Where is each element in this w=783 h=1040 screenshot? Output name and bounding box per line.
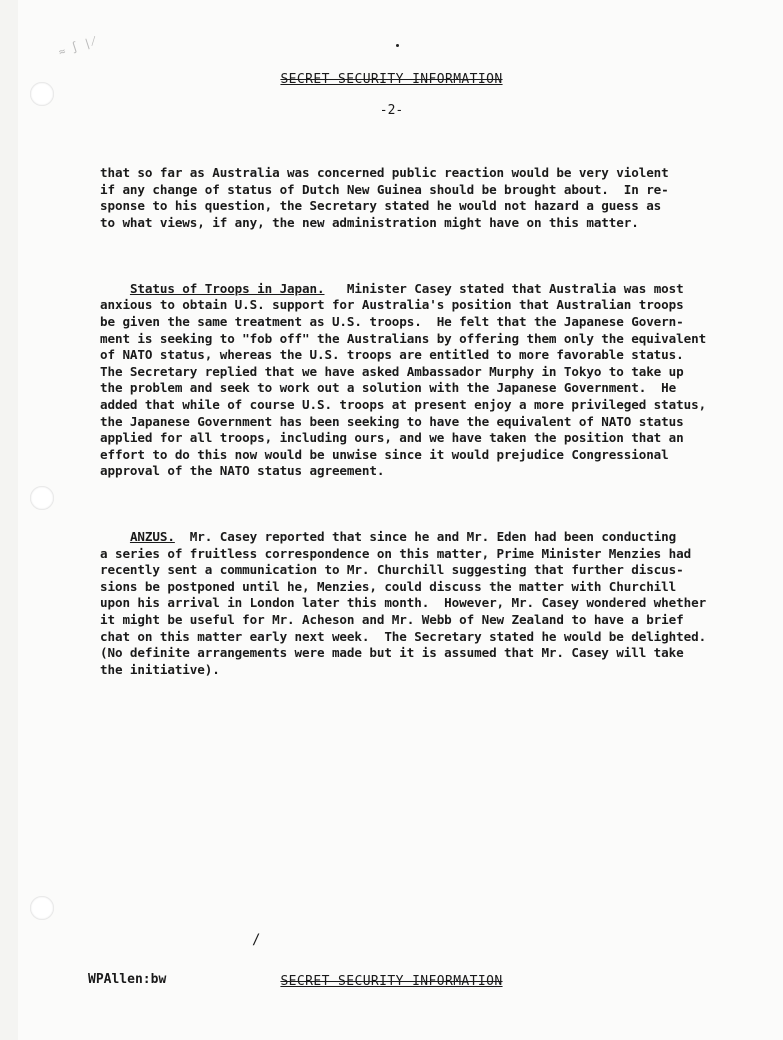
footer-classification: SECRET SECURITY INFORMATION bbox=[280, 974, 503, 989]
punch-hole bbox=[30, 896, 54, 920]
typist-initials: WPAllen:bw bbox=[88, 972, 167, 987]
page-number: -2- bbox=[379, 103, 404, 118]
memo-body bbox=[100, 132, 740, 711]
punch-hole bbox=[30, 486, 54, 510]
pen-mark: / bbox=[252, 932, 261, 948]
pencil-mark: ≈ ∫ ∤ bbox=[56, 34, 99, 59]
section-heading: Status of Troops in Japan. bbox=[129, 280, 325, 296]
paragraph-anzus: ANZUS. Mr. Casey reported that since he and Mr. Eden had been conducting a series of fruitless correspondence on this matter, Prime Minister Menzies had recently sent a communication to Mr. Churchill suggesting that further discus- sions be postponed until he, Menzies, could discuss the matter with Churchill upon his arrival in London later this month. However, Mr. Casey wondered whether it might be useful for Mr. Acheson and Mr. Webb of New Zealand to have a brief chat on this matter early next week. The Secretary stated he would be delighted. (No definite arrangements were made but it is assumed that Mr. Casey will take the initiative). bbox=[100, 529, 707, 677]
header-classification: SECRET SECURITY INFORMATION bbox=[280, 72, 503, 87]
paragraph-troops-in-japan: Status of Troops in Japan. Minister Casey stated that Australia was most anxious to obtain U.S. support for Australia's position that Australian troops be given the same treatment as U.S. troops. He felt that the Japanese Govern- ment is seeking to "fob off" the Australians by offering them only the equivalent of NATO status, whereas the U.S. troops are entitled to more favorable status. The Secretary replied that we have asked Ambassador Murphy in Tokyo to take up the problem and seek to work out a solution with the Japanese Government. He added that while of course U.S. troops at present enjoy a more privileged status, the Japanese Government has been seeking to have the equivalent of NATO status applied for all troops, including ours, and we have taken the position that an effort to do this now would be unwise since it would prejudice Congressional approval of the NATO status agreement. bbox=[100, 280, 707, 479]
paragraph-1: that so far as Australia was concerned public reaction would be very violent if any change of status of Dutch New Guinea should be brought about. In re- sponse to his question, the Secretary stated he would not hazard a guess as to what views, if any, the new administration might have on this matter. bbox=[100, 165, 669, 230]
section-heading: ANZUS. bbox=[129, 529, 175, 545]
ink-dot bbox=[396, 44, 399, 47]
